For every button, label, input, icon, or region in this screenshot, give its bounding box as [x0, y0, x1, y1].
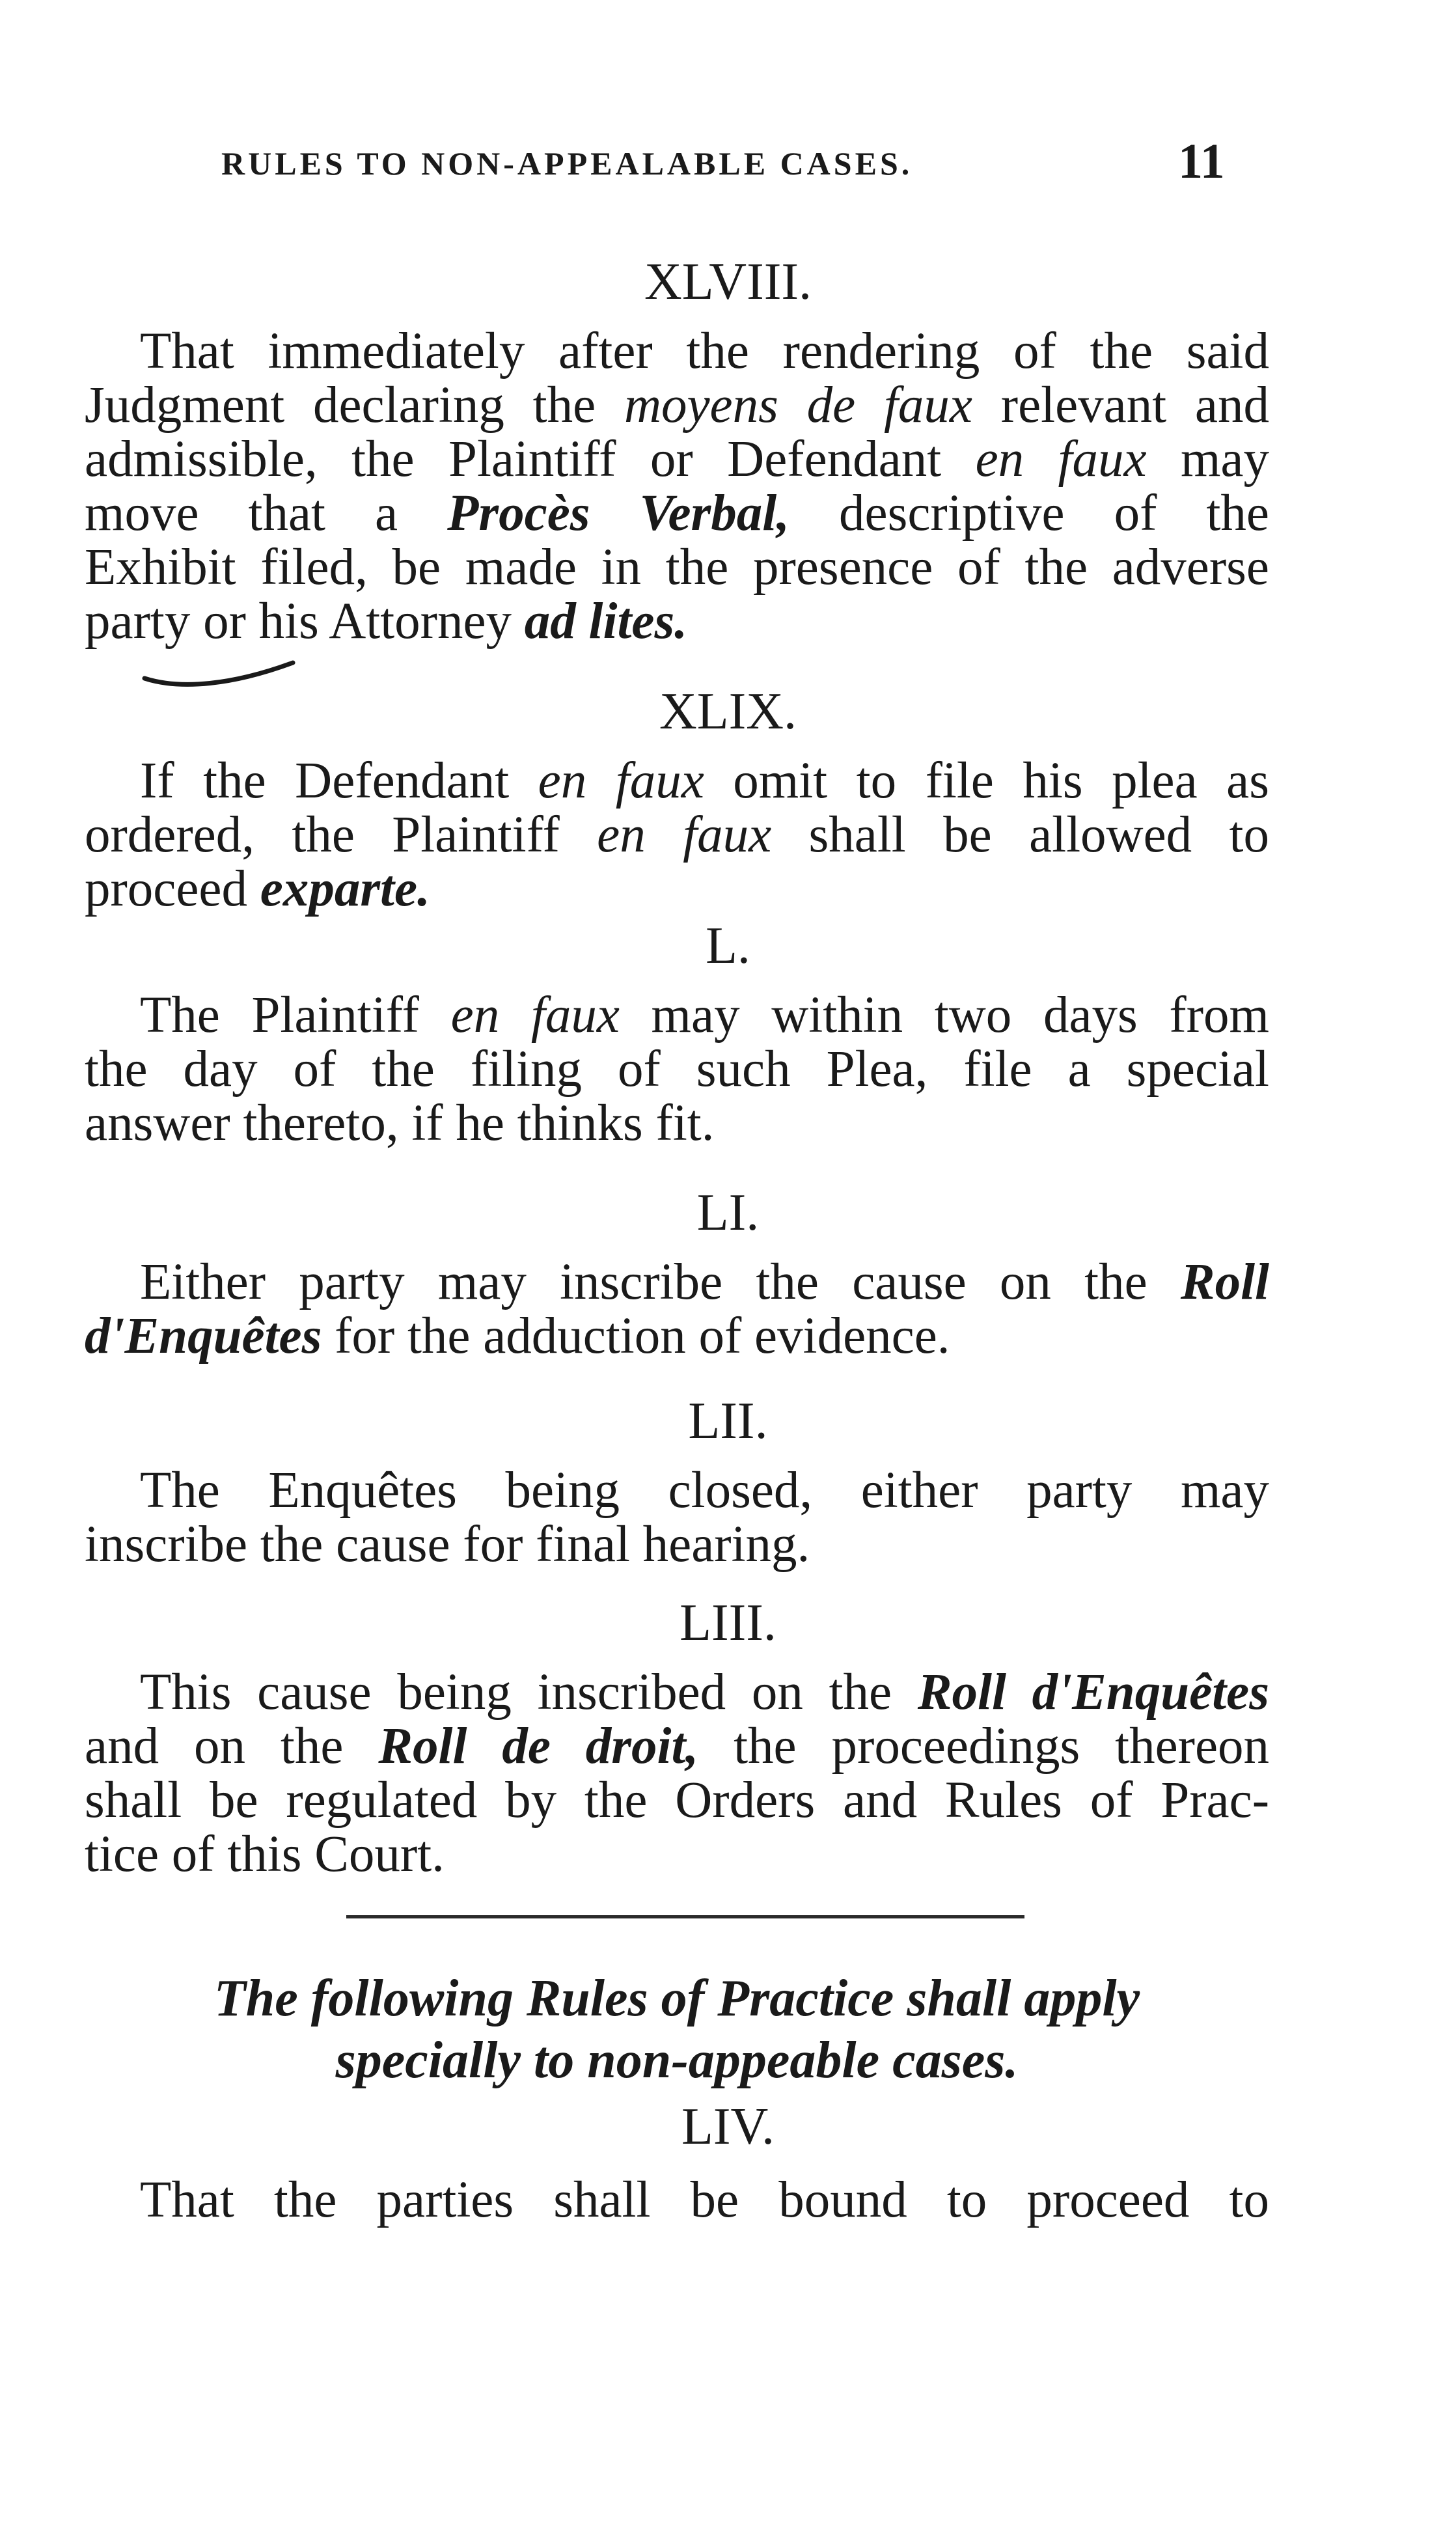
text-line: and on the Roll de droit, the proceedings thereon — [85, 1718, 1270, 1775]
practice-title-line-1: The following Rules of Practice shall apply — [213, 1970, 1140, 2027]
page-number: 11 — [1178, 134, 1225, 189]
section-text-li — [85, 1255, 1269, 1363]
emphasized-term: en faux — [538, 753, 704, 809]
section-number-l: L. — [706, 917, 750, 975]
running-head: RULES TO NON-APPEALABLE CASES. — [221, 145, 913, 182]
section-number-li: LI. — [696, 1184, 760, 1241]
text-line: answer thereto, if he thinks fit. — [85, 1095, 715, 1152]
emphasized-term: Procès Verbal, — [447, 485, 790, 542]
emphasized-term: ad lites. — [524, 593, 687, 650]
section-text-xlviii — [85, 324, 1269, 648]
emphasized-term: exparte. — [260, 861, 430, 917]
text-line: party or his Attorney ad lites. — [85, 593, 687, 650]
practice-rules-title — [85, 1968, 1269, 2092]
text-line: d'Enquêtes for the adduction of evidence. — [85, 1308, 950, 1364]
section-number-xlviii: XLVIII. — [644, 253, 812, 311]
text-line: This cause being inscribed on the Roll d'Enquêtes — [140, 1664, 1269, 1721]
emphasized-term: en faux — [450, 987, 620, 1044]
text-line: move that a Procès Verbal, descriptive of the — [85, 485, 1269, 542]
emphasized-term: Roll — [1180, 1254, 1269, 1310]
section-number-lii: LII. — [688, 1392, 768, 1450]
text-line: shall be regulated by the Orders and Rules of Prac- — [85, 1772, 1269, 1829]
section-text-lii — [85, 1463, 1269, 1571]
section-text-l — [85, 988, 1269, 1150]
emphasized-term: en faux — [597, 807, 772, 863]
section-number-xlix: XLIX. — [659, 683, 797, 740]
text-line: the day of the filing of such Plea, file a special — [85, 1041, 1269, 1098]
section-number-liii: LIII. — [680, 1594, 776, 1652]
text-line: If the Defendant en faux omit to file his plea as — [140, 753, 1269, 809]
section-text-liv — [85, 2173, 1269, 2227]
text-line: Judgment declaring the moyens de faux relevant and — [85, 377, 1269, 434]
section-number-liv: LIV. — [681, 2098, 775, 2155]
text-line: The Enquêtes being closed, either party may — [140, 1462, 1269, 1519]
text-line: That the parties shall be bound to proceed to — [140, 2172, 1269, 2228]
section-divider-rule — [346, 1915, 1024, 1918]
text-line: admissible, the Plaintiff or Defendant en faux may — [85, 431, 1269, 488]
text-line: Exhibit filed, be made in the presence of the adverse — [85, 539, 1269, 596]
text-line: ordered, the Plaintiff en faux shall be allowed to — [85, 807, 1269, 863]
practice-title-line-2: specially to non-appeable cases. — [335, 2032, 1019, 2089]
section-text-liii — [85, 1665, 1269, 1881]
text-line: tice of this Court. — [85, 1826, 445, 1883]
emphasized-term: d'Enquêtes — [85, 1308, 322, 1364]
text-line: proceed exparte. — [85, 861, 430, 917]
text-line: Either party may inscribe the cause on the Roll — [140, 1254, 1269, 1310]
section-text-xlix — [85, 754, 1269, 916]
emphasized-term: Roll de droit, — [378, 1718, 699, 1775]
text-line: The Plaintiff en faux may within two days from — [140, 987, 1269, 1044]
emphasized-term: en faux — [975, 431, 1147, 488]
emphasized-term: Roll d'Enquêtes — [917, 1664, 1269, 1721]
text-line: inscribe the cause for final hearing. — [85, 1516, 810, 1573]
emphasized-term: moyens de faux — [624, 377, 972, 434]
text-line: That immediately after the rendering of the said — [140, 323, 1269, 380]
